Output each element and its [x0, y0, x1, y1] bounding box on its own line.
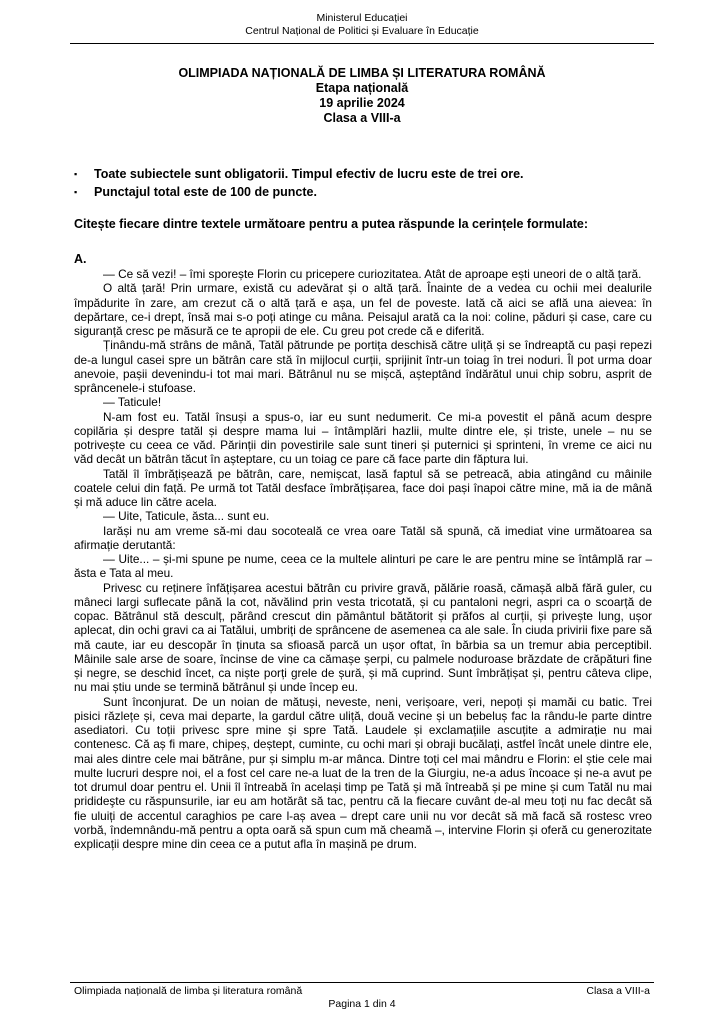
- exam-title: OLIMPIADA NAȚIONALĂ DE LIMBA ȘI LITERATURA ROMÂNĂ: [178, 66, 546, 80]
- text-paragraph: — Taticule!: [103, 395, 162, 410]
- text-paragraph: Ținându-mă strâns de mână, Tatăl pătrunde pe portița deschisă către uliță și se îndreaptă cu pași repezi de-a lungul casei spre un bătrân care stă în mijlocul curții, sprijinit într-un toiag în trei noduri. Îl pot urma doar anevoie, pașii devenindu-i tot mai mari. Bătrânul nu se mișcă, așteptând îndărătul unui chip sobru, asprit de sprâncenele-i stufoase.: [74, 338, 652, 395]
- text-paragraph: — Uite... – și-mi spune pe nume, ceea ce la multele alinturi pe care le are pentru mine se întâmplă rar – ăsta e Tata al meu.: [74, 552, 652, 581]
- center-name: Centrul Național de Politici și Evaluare în Educație: [245, 25, 479, 37]
- header-divider: [70, 43, 654, 44]
- section-label: A.: [74, 252, 87, 266]
- text-paragraph: O altă țară! Prin urmare, există cu adevărat și o altă țară. Înainte de a vedea cu ochii mei dealurile împădurite în zare, am crezut că o altă țară e așa, un fel de poveste. Iată că aici se află una aievea: în depărtare, ce-i drept, însă mai s-o poți atinge cu mâna. Peisajul arată ca la noi: coline, păduri și case, care cu siguranță cresc pe măsură ce te apropii de ele. Cu greu pot crede că e diferită.: [74, 281, 652, 338]
- literary-text: [74, 267, 652, 851]
- exam-grade: Clasa a VIII-a: [323, 111, 401, 125]
- text-paragraph: Tatăl îl îmbrățișează pe bătrân, care, nemișcat, lasă faptul să se petreacă, abia atingând cu mâinile coatele celui din față. Pe urmă tot Tatăl desface îmbrățișarea, face doi pași înapoi către mine, mă ia de mână și mă aduce lin către acela.: [74, 466, 652, 509]
- text-paragraph: — Ce să vezi! – îmi sporește Florin cu pricepere curiozitatea. Atât de aproape ești uneori de o altă țară.: [103, 267, 642, 281]
- ministry-name: Ministerul Educației: [316, 12, 408, 24]
- text-paragraph: Sunt înconjurat. De un noian de mătuși, neveste, neni, verișoare, veri, nepoți și mamăi cu batic. Trei pisici răzlețe și, ceva mai departe, la gardul către uliță, două vecine și un bebeluș fac la rându-le parte dintre asediatori. Cu toții privesc spre mine și spre Tată. Laudele și exclamațiile ascuțite a admirație nu mai contenesc. Că aș fi mare, chipeș, deștept, cuminte, cu ochi mari și obraji bucălați, astfel încât unele dintre ele, mai ales dintre cele mai bătrâne, pur și simplu m-ar mânca. Dintre toți cel mai mândru e Florin: el știe cele mai multe lucruri despre noi, el a fost cel care ne-a luat de la tren de la Giurgiu, ne-a adus încoace și ne-a avut pe tot drumul doar pentru el. Unii îl întreabă în același timp pe Tată și mă întreabă și pe mine și cum Tatăl nu mai pridideşte cu răspunsurile, iar eu am hotărât să tac, pentru că la fiecare cuvânt de-al meu toți nu fac decât să fie uluiți de accentul caraghios pe care l-aș avea – drept care unii nu vor decât să mă facă să rostesc vreo vorbă, îndemnându-mă pentru a opta oară să spun cum mă cheamă –, intervine Florin și oferă cu generozitate explicații despre mine din ceea ce a putut afla în mașină pe drum.: [74, 694, 652, 851]
- square-bullet-icon: ▪: [74, 187, 78, 197]
- exam-rule-item: [74, 165, 674, 183]
- exam-rule-text: Punctajul total este de 100 de puncte.: [94, 185, 317, 199]
- footer-grade: Clasa a VIII-a: [586, 985, 650, 997]
- exam-date: 19 aprilie 2024: [319, 96, 405, 110]
- footer-olympiad-name: Olimpiada națională de limba și literatura română: [74, 985, 303, 997]
- exam-rule-item: [74, 183, 674, 201]
- page-number: Pagina 1 din 4: [328, 998, 396, 1010]
- square-bullet-icon: ▪: [74, 169, 78, 179]
- page-header: [0, 12, 724, 38]
- exam-rule-text: Toate subiectele sunt obligatorii. Timpul efectiv de lucru este de trei ore.: [94, 167, 524, 181]
- footer-divider: [70, 982, 654, 983]
- exam-title-block: [0, 66, 724, 126]
- text-paragraph: Privesc cu reținere înfățișarea acestui bătrân cu privire gravă, pălărie roasă, cămașă albă fără guler, cu mâneci largi suflecate până la cot, năvălind prin vesta tricotată, și cu pantaloni negri, aspri ca o scoarță de copac. Bătrânul stă desculț, părând crescut din pământul bătătorit și prăfos al curții, și privește lung, ușor aplecat, din ochi gravi ca ai Tatălui, umbriți de sprâncene de asemenea ca ale sale. În ciuda privirii fixe pare să mă caute, iar eu descopăr în ținuta sa sfioasă parcă un ușor oftat, în bărbia sa un tremur abia perceptibil. Mâinile sale arse de soare, încinse de vine ca cămașe șerpi, cu palmele noduroase brăzdate de crăpături fine și negre, se deschid încet, ca niște porți grele de șură, și mă cuprind. Sunt îmbrățișat și, pentru câteva clipe, nu mai știu unde se termină bătrânul și unde încep eu.: [74, 580, 652, 695]
- reading-instruction: Citește fiecare dintre textele următoare pentru a putea răspunde la cerințele formulate:: [74, 217, 589, 231]
- exam-rules-list: [74, 165, 674, 201]
- text-paragraph: — Uite, Taticule, ăsta... sunt eu.: [103, 509, 270, 524]
- exam-stage: Etapa națională: [315, 81, 409, 95]
- text-paragraph: Iarăși nu am vreme să-mi dau socoteală ce vrea oare Tatăl să spună, că imediat vine următoarea sa afirmație derutantă:: [74, 523, 652, 552]
- text-paragraph: N-am fost eu. Tatăl însuși a spus-o, iar eu sunt nedumerit. Ce mi-a povestit el până acum despre copilăria și despre tatăl și despre mama lui – întâmplări hazlii, multe dintre ele, și triste, unele – nu se potrivește cu ceea ce văd. Părinții din povestirile sale sunt tineri și puternici și sprinteni, în vreme ce aici nu văd decât un bătrân tăcut în așteptare, cu un toiag ce pare că face parte din făptura lui.: [74, 409, 652, 467]
